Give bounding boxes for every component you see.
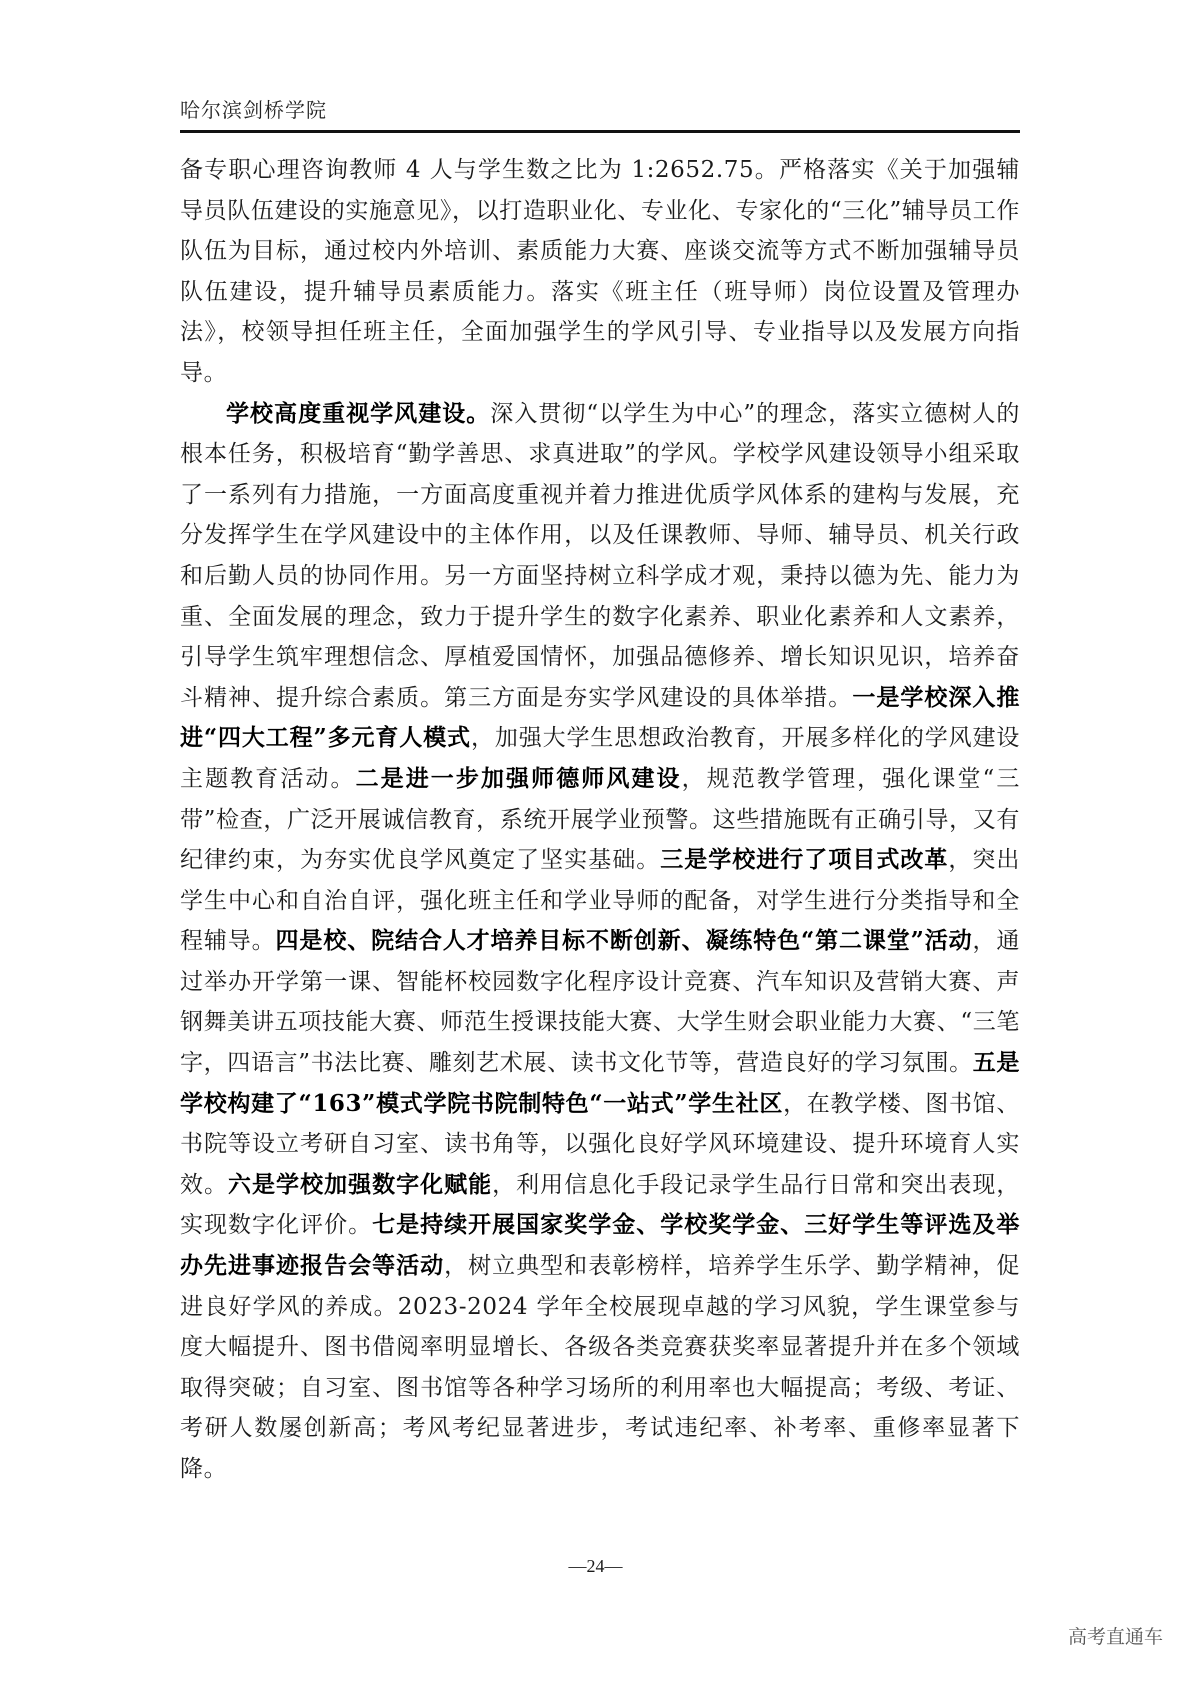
- paragraph-2: [180, 394, 1020, 1490]
- page-header: [180, 96, 1020, 124]
- page-number: —24—: [568, 1556, 623, 1576]
- paragraph-text: ，利用信息化手段记录学生品行日常和突出表现，实现数字化评价。: [180, 1171, 1020, 1239]
- paragraph-text: 深入贯彻“以学生为中心”的理念，落实立德树人的根本任务，积极培育“勤学善思、求真进取”的学风。学校学风建设领导小组采取了一系列有力措施，一方面高度重视并着力推进优质学风体系的建构与发展，充分发挥学生在学风建设中的主体作用，以及任课教师、导师、辅导员、机关行政和后勤人员的协同作用。另一方面坚持树立科学成才观，秉持以德为先、能力为重、全面发展的理念，致力于提升学生的数字化素养、职业化素养和人文素养，引导学生筑牢理想信念、厚植爱国情怀，加强品德修养、增长知识见识，培养奋斗精神、提升综合素质。第三方面是夯实学风建设的具体举措。: [180, 400, 1020, 711]
- paragraph-text: 备专职心理咨询教师 4 人与学生数之比为 1:2652.75。严格落实《关于加强辅导员队伍建设的实施意见》，以打造职业化、专业化、专家化的“三化”辅导员工作队伍为目标，通过校内外培训、素质能力大赛、座谈交流等方式不断加强辅导员队伍建设，提升辅导员素质能力。落实《班主任（班导师）岗位设置及管理办法》，校领导担任班主任，全面加强学生的学风引导、专业指导以及发展方向指导。: [180, 157, 1020, 386]
- bold-point-2: 二是进一步加强师德师风建设: [355, 764, 682, 792]
- watermark: 高考直通车: [1067, 1626, 1163, 1648]
- bold-point-5: 五是学校构建了“163”模式学院书院制特色“一站式”学生社区: [180, 1049, 1020, 1117]
- paragraph-text: ，加强大学生思想政治教育，开展多样化的学风建设主题教育活动。: [180, 725, 1020, 792]
- bold-heading: 学校高度重视学风建设。: [226, 399, 491, 427]
- bold-point-1: 一是学校深入推进“四大工程”多元育人模式: [180, 683, 1020, 752]
- paragraph-text: ，树立典型和表彰榜样，培养学生乐学、勤学精神，促进良好学风的养成。2023-2024 学年全校展现卓越的学习风貌，学生课堂参与度大幅提升、图书借阅率明显增长、各级各类竞赛获奖率显著提升并在多个领域取得突破；自习室、图书馆等各种学习场所的利用率也大幅提高；考级、考证、考研人数屡创新高；考风考纪显著进步，考试违纪率、补考率、重修率显著下降。: [180, 1253, 1020, 1482]
- body-text: [180, 150, 1020, 1490]
- bold-point-7: 七是持续开展国家奖学金、学校奖学金、三好学生等评选及举办先进事迹报告会等活动: [180, 1211, 1020, 1280]
- paragraph-text: ，在教学楼、图书馆、书院等设立考研自习室、读书角等，以强化良好学风环境建设、提升环境育人实效。: [180, 1090, 1021, 1198]
- paragraph-text: ，突出学生中心和自治自评，强化班主任和学业导师的配备，对学生进行分类指导和全程辅导。: [180, 847, 1020, 955]
- paragraph-text: ，规范教学管理，强化课堂“三带”检查，广泛开展诚信教育，系统开展学业预警。这些措施既有正确引导，又有纪律约束，为夯实优良学风奠定了坚实基础。: [180, 765, 1020, 874]
- bold-point-3: 三是学校进行了项目式改革: [660, 846, 949, 874]
- header-divider: [180, 130, 1020, 133]
- bold-point-4: 四是校、院结合人才培养目标不断创新、凝练特色“第二课堂”活动: [275, 927, 973, 955]
- bold-point-6: 六是学校加强数字化赋能: [228, 1170, 493, 1198]
- header-title: 哈尔滨剑桥学院: [180, 98, 327, 122]
- paragraph-text: ，通过举办开学第一课、智能杯校园数字化程序设计竞赛、汽车知识及营销大赛、声钢舞美讲五项技能大赛、师范生授课技能大赛、大学生财会职业能力大赛、“三笔字，四语言”书法比赛、雕刻艺术展、读书文化节等，营造良好的学习氛围。: [180, 928, 1020, 1077]
- paragraph-1: [180, 150, 1020, 394]
